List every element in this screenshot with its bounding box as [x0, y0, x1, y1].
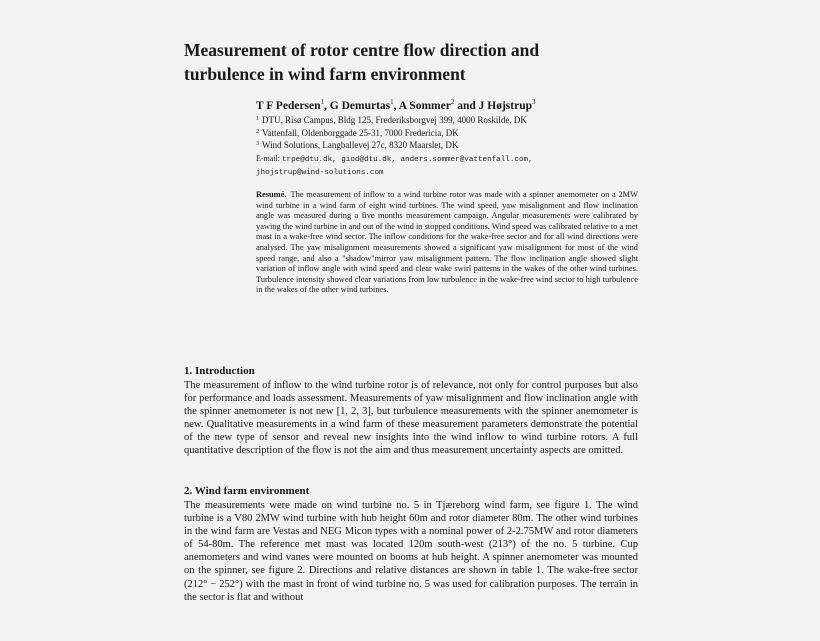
affiliation-text: Vattenfall, Oldenborggade 25-31, 7000 Fredericia, DK	[262, 127, 459, 138]
author-separator: and	[454, 100, 479, 112]
affiliation-item	[256, 139, 527, 152]
affiliation-item	[256, 114, 527, 127]
author-affil-mark: 3	[532, 98, 536, 106]
affiliation-mark: 2	[256, 128, 259, 135]
affiliation-mark: 3	[256, 141, 259, 147]
affiliation-text: DTU, Risø Campus, Bldg 125, Frederiksborgvej 399, 4000 Roskilde, DK	[262, 115, 527, 125]
email-addresses-line-2: jhojstrup@wind-solutions.com	[256, 169, 384, 177]
section-body-introduction: The measurement of inflow to the wind turbine rotor is of relevance, not only for control purposes but also for performance and loads assessment. Measurements of yaw misalignment and flow inclination angle with the spinner anemometer is not new [1, 2, 3], but turbulence measurements with the spinner anemometer is new. Qualitative measurements in a wind farm of these measurement parameters demonstrate the potential of the new type of sensor and reveal new insights into the wind inflow to wind turbine rotors. A full quantitative description of the flow is not the aim and thus measurement uncertainty aspects are omitted.	[184, 380, 638, 457]
affiliation-item	[256, 127, 527, 140]
abstract	[256, 190, 638, 296]
paper-title	[184, 38, 654, 86]
author-name: T F Pedersen	[256, 100, 321, 112]
affiliation-mark: 1	[256, 116, 259, 122]
affiliation-list	[256, 114, 527, 152]
section-body-wind-farm: The measurements were made on wind turbine no. 5 in Tjæreborg wind farm, see figure 1. The wind turbine is a V80 2MW wind turbine with hub height 60m and rotor diameter 80m. The other wind turbines in the wind farm are Vestas and NEG Micon types with a nominal power of 2-2.75MW and rotor diameters of 54-80m. The reference met mast was located 120m south-west (213°) of the no. 5 turbine. Cup anemometers and wind vanes were mounted on booms at hub height. A spinner anemometer was mounted on the spinner, see figure 2. Directions and relative distances are shown in table 1. The wake-free sector (212° − 252°) with the mast in front of wind turbine no. 5 was used for calibration purposes. The terrain in the sector is flat and without	[184, 500, 638, 603]
abstract-text: The measurement of inflow to a wind turbine rotor was made with a spinner anemometer on a 2MW wind turbine in a wind farm of eight wind turbines. The wind speed, yaw misalignment and flow inclination angle was measured during a five months measurement campaign. Angular measurements were calibrated by yawing the wind turbine in and out of the wind in stopped conditions. Wind speed was calibrated relative to a met mast in a wake-free wind sector. The inflow conditions for the wake-free sector and for all wind directions were analysed. The yaw misalignment measurements showed a significant yaw misalignment for most of the wind speed range, and also a "shadow"mirror yaw misalignment pattern. The flow inclination angle showed slight variation of inflow angle with wind speed and clear wake swirl patterns in the wakes of the other wind turbines. Turbulence intensity showed clear variations from low turbulence in the wake-free wind sector to high turbulence in the wakes of the other wind turbines.	[256, 190, 638, 295]
author-name: J Højstrup	[478, 100, 532, 112]
author-affil-mark: 1	[390, 98, 394, 106]
email-addresses-line-1: trpe@dtu.dk, giod@dtu.dk, anders.sommer@vattenfall.com,	[282, 156, 533, 164]
abstract-label: Resumé.	[256, 190, 287, 199]
author-name: G Demurtas	[329, 100, 391, 112]
section-heading-wind-farm: 2. Wind farm environment	[184, 485, 310, 497]
title-line-1: Measurement of rotor centre flow direction and	[184, 40, 540, 60]
section-heading-introduction: 1. Introduction	[184, 365, 255, 377]
author-separator: ,	[393, 100, 399, 112]
author-affil-mark: 1	[320, 98, 325, 106]
email-block	[256, 153, 533, 179]
author-separator: ,	[324, 100, 330, 112]
email-label: E-mail:	[256, 154, 282, 163]
author-name: A Sommer	[398, 100, 451, 112]
affiliation-text: Wind Solutions, Langballevej 27c, 8320 Maarslet, DK	[262, 140, 459, 150]
author-list	[256, 98, 536, 112]
author-affil-mark: 2	[450, 98, 455, 106]
title-line-2: turbulence in wind farm environment	[184, 64, 466, 84]
